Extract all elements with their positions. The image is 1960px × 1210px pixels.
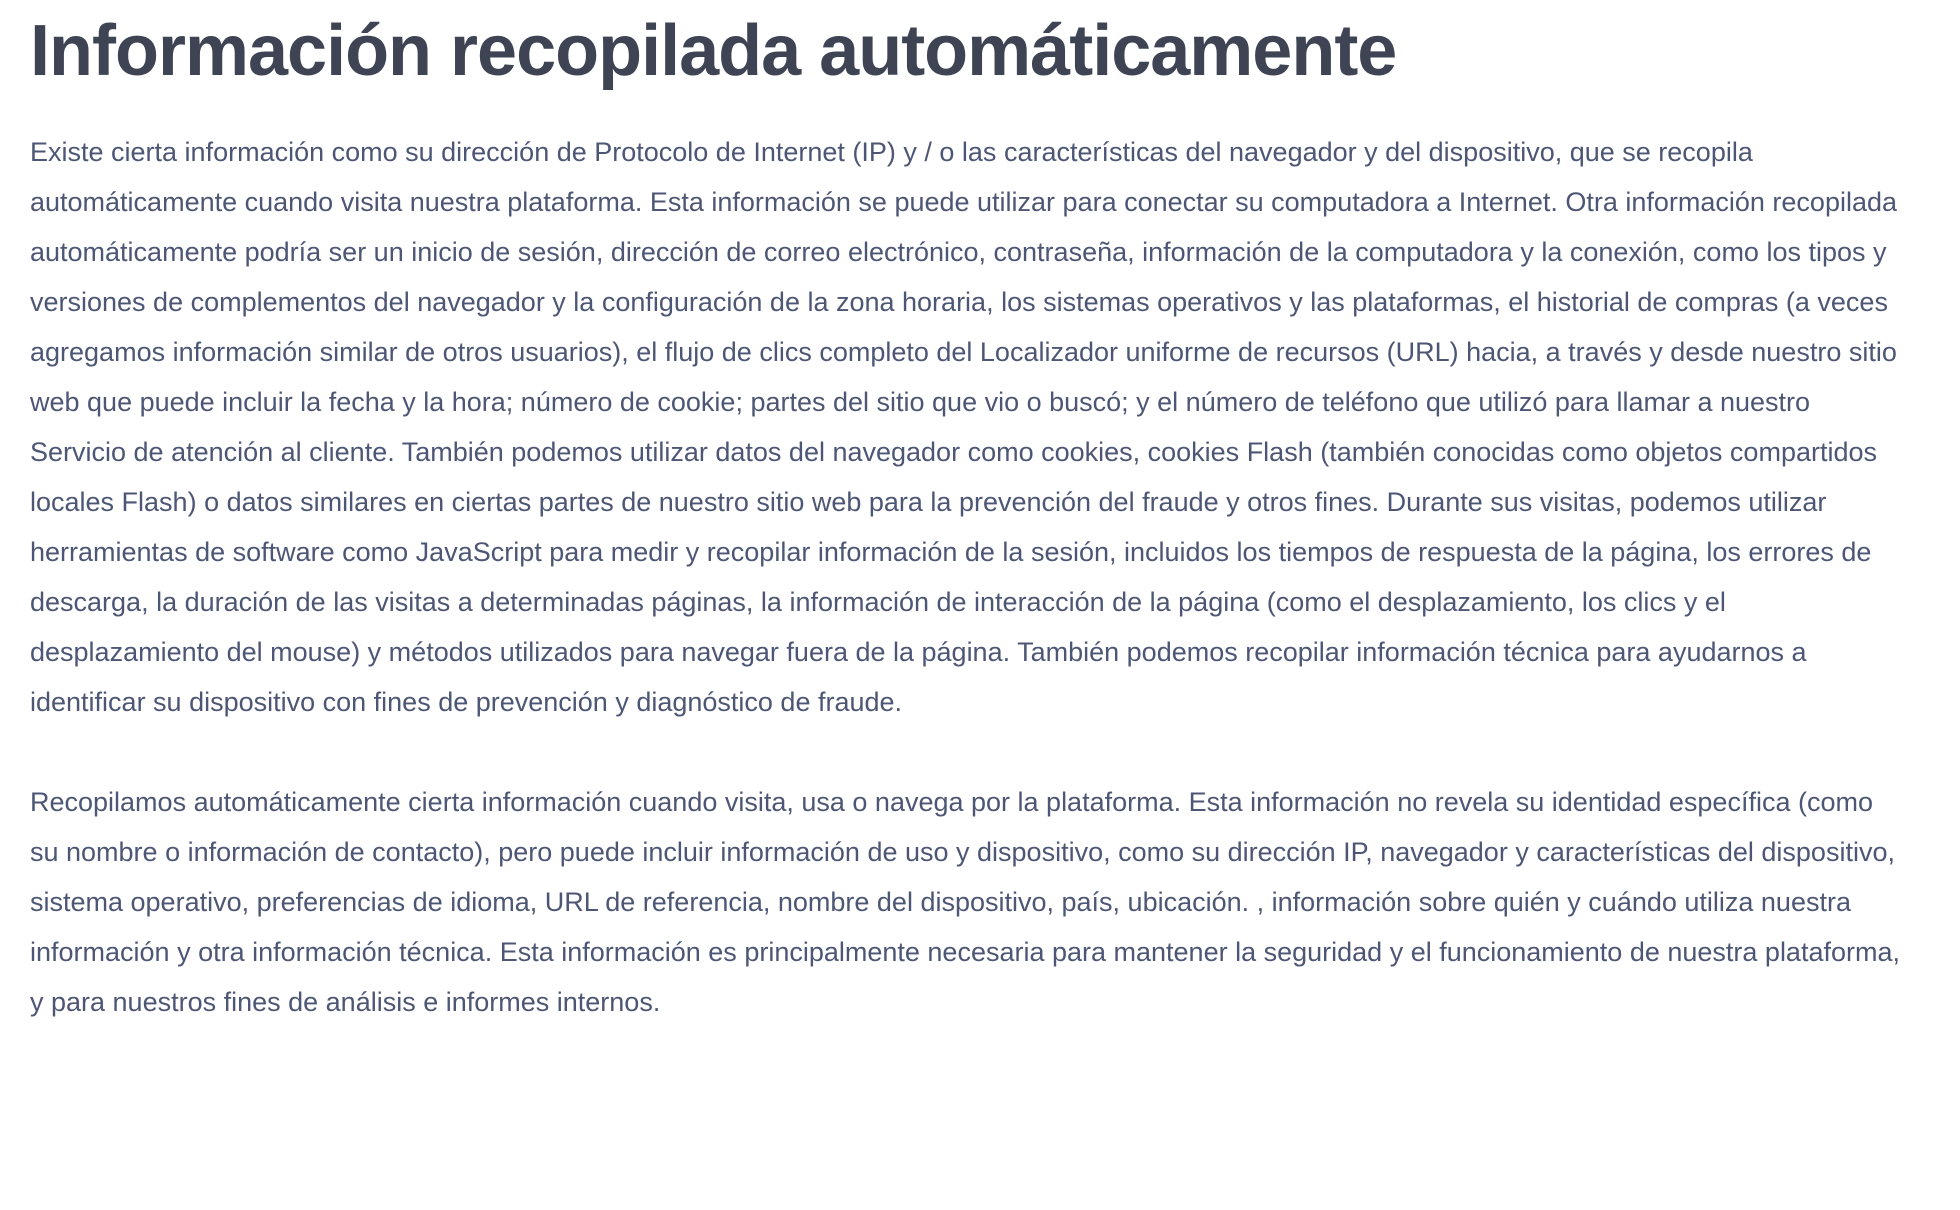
paragraph-usage-and-device-info: Recopilamos automáticamente cierta información cuando visita, usa o navega por la plataforma. Esta información no revela su identidad específica (como su nombre o información de contacto), pero puede incluir información de uso y dispositivo, como su dirección IP, navegador y características del dispositivo, sistema operativo, preferencias de idioma, URL de referencia, nombre del dispositivo, país, ubicación. , información sobre quién y cuándo utiliza nuestra información y otra información técnica. Esta información es principalmente necesaria para mantener la seguridad y el funcionamiento de nuestra plataforma, y para nuestros fines de análisis e informes internos.	[30, 787, 1900, 1018]
paragraph-automatically-collected-info: Existe cierta información como su dirección de Protocolo de Internet (IP) y / o las características del navegador y del dispositivo, que se recopila automáticamente cuando visita nuestra plataforma. Esta información se puede utilizar para conectar su computadora a Internet. Otra información recopilada automáticamente podría ser un inicio de sesión, dirección de correo electrónico, contraseña, información de la computadora y la conexión, como los tipos y versiones de complementos del navegador y la configuración de la zona horaria, los sistemas operativos y las plataformas, el historial de compras (a veces agregamos información similar de otros usuarios), el flujo de clics completo del Localizador uniforme de recursos (URL) hacia, a través y desde nuestro sitio web que puede incluir la fecha y la hora; número de cookie; partes del sitio que vio o buscó; y el número de teléfono que utilizó para llamar a nuestro Servicio de atención al cliente. También podemos utilizar datos del navegador como cookies, cookies Flash (también conocidas como objetos compartidos locales Flash) o datos similares en ciertas partes de nuestro sitio web para la prevención del fraude y otros fines. Durante sus visitas, podemos utilizar herramientas de software como JavaScript para medir y recopilar información de la sesión, incluidos los tiempos de respuesta de la página, los errores de descarga, la duración de las visitas a determinadas páginas, la información de interacción de la página (como el desplazamiento, los clics y el desplazamiento del mouse) y métodos utilizados para navegar fuera de la página. También podemos recopilar información técnica para ayudarnos a identificar su dispositivo con fines de prevención y diagnóstico de fraude.	[30, 137, 1898, 718]
page-title: Información recopilada automáticamente	[30, 11, 1397, 91]
